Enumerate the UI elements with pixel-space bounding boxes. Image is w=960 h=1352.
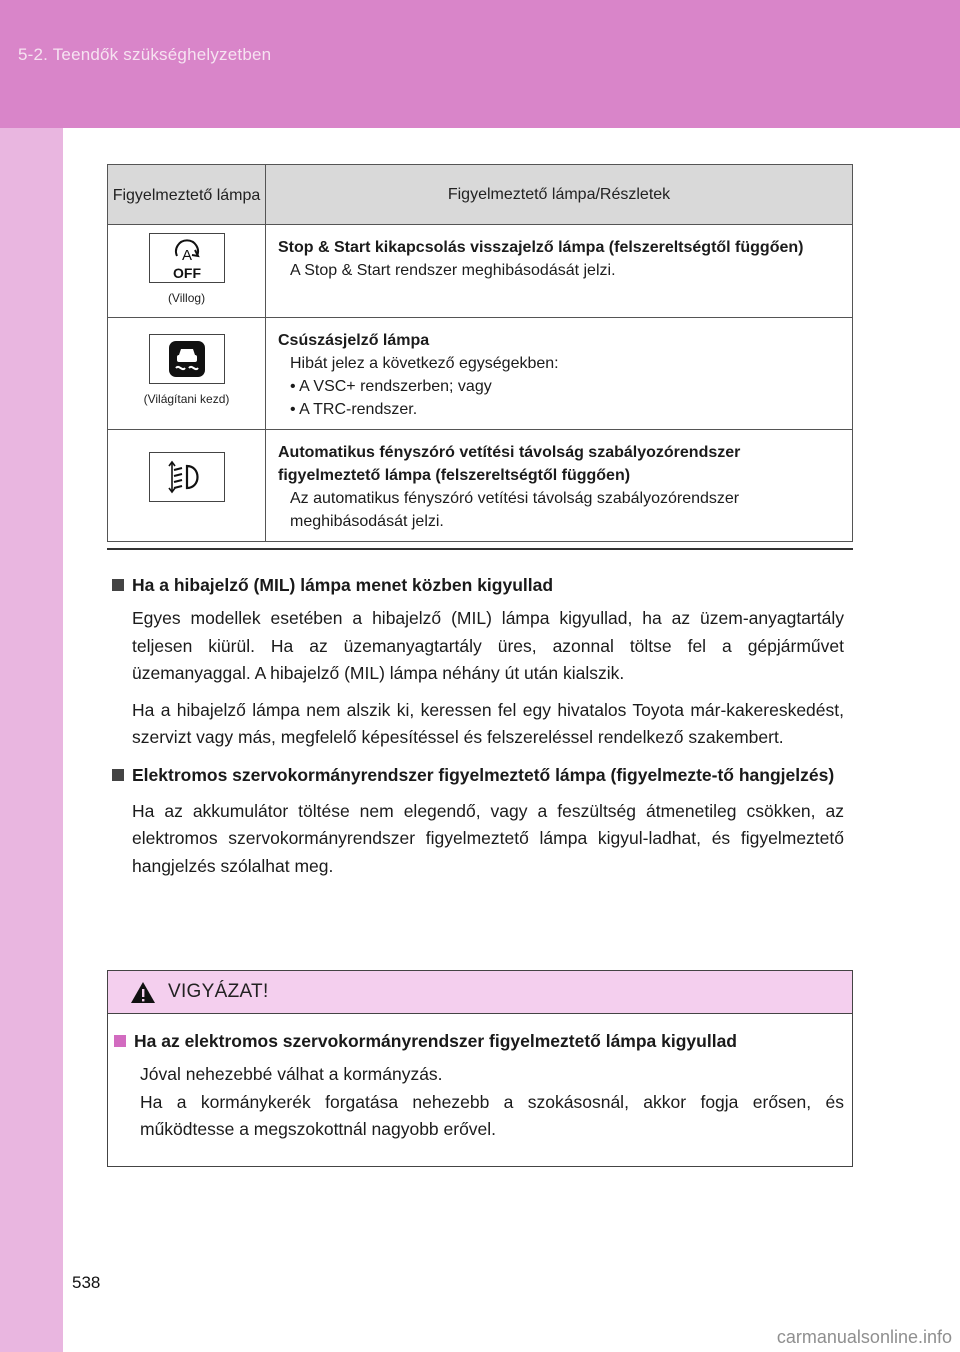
caution-header [108, 971, 852, 1014]
icon-caption: (Villog) [167, 291, 206, 305]
warning-lamp-table [107, 164, 853, 542]
lamp-title: Automatikus fényszóró vetítési távolság szabályozórendszer figyelmeztető lámpa (felszereltségtől függően) [278, 444, 741, 484]
square-bullet-icon [112, 579, 124, 591]
lamp-cell [108, 430, 266, 542]
paragraph: Ha az akkumulátor töltése nem elegendő, vagy a feszültség átmenetileg csökken, az elektromos szervokormányrendszer figyelmeztető lámpa kigyul-ladhat, és figyelmeztető hangjelzés szólalhat meg. [132, 800, 844, 876]
slip-indicator-icon [149, 334, 225, 384]
page-number: 538 [72, 1273, 101, 1292]
warning-triangle-icon [130, 981, 156, 1004]
caution-box [107, 970, 853, 1167]
square-bullet-icon [112, 769, 124, 781]
sidebar-band [0, 128, 63, 1352]
caution-title: VIGYÁZAT! [168, 981, 269, 1002]
list-item: • A TRC-rendszer. [290, 401, 418, 418]
column-header-lamp: Figyelmeztető lámpa [108, 165, 266, 225]
table-row [108, 430, 853, 542]
svg-text:A: A [181, 247, 192, 264]
icon-caption: (Világítani kezd) [143, 392, 230, 406]
description-cell [266, 430, 853, 542]
table-header-row [108, 165, 853, 225]
column-header-details: Figyelmeztető lámpa/Részletek [266, 165, 853, 225]
headlight-leveling-icon [149, 452, 225, 502]
lamp-description: Az automatikus fényszóró vetítési távolság szabályozórendszer meghibásodását jelzi. [290, 490, 740, 530]
watermark-text: carmanualsonline.info [776, 1327, 952, 1347]
section-divider [107, 548, 853, 550]
lamp-title: Csúszásjelző lámpa [278, 332, 430, 349]
auto-stop-start-off-icon [149, 233, 225, 283]
lamp-title: Stop & Start kikapcsolás visszajelző lámpa (felszereltségtől függően) [278, 239, 804, 256]
lamp-cell [108, 318, 266, 430]
lamp-description: Hibát jelez a következő egységekben: [290, 355, 559, 372]
paragraph: Egyes modellek esetében a hibajelző (MIL) lámpa kigyullad, ha az üzem-anyagtartály teljesen kiürül. Ha az üzemanyagtartály üres, azonnal töltse fel a gépjárművet üzemanyaggal. A hibajelző (MIL) lámpa néhány út után kialszik. [132, 608, 844, 683]
list-item: • A VSC+ rendszerben; vagy [290, 378, 492, 395]
description-cell [266, 225, 853, 318]
table-row [108, 318, 853, 430]
caution-line: Jóval nehezebbé válhat a kormányzás. [140, 1064, 443, 1084]
lamp-description: A Stop & Start rendszer meghibásodását jelzi. [290, 262, 616, 279]
heading-text: Ha a hibajelző (MIL) lámpa menet közben kigyullad [132, 575, 554, 595]
paragraph: Ha a hibajelző lámpa nem alszik ki, keressen fel egy hivatalos Toyota már-kakereskedést, szervizt vagy más, megfelelő képesítéssel és felszereléssel rendelkező szakembert. [132, 699, 844, 747]
lamp-cell [108, 225, 266, 318]
section-title: 5-2. Teendők szükséghelyzetben [18, 45, 272, 64]
section-heading [112, 762, 844, 789]
square-bullet-icon [114, 1035, 126, 1047]
section-heading [112, 572, 844, 599]
svg-text:OFF: OFF [172, 265, 201, 280]
heading-text: Ha az elektromos szervokormányrendszer figyelmeztető lámpa kigyullad [134, 1031, 737, 1051]
caution-body [108, 1014, 852, 1144]
heading-text: Elektromos szervokormányrendszer figyelmeztető lámpa (figyelmezte-tő hangjelzés) [132, 764, 835, 785]
table-row [108, 225, 853, 318]
main-content [112, 572, 844, 880]
description-cell [266, 318, 853, 430]
header-bar [0, 0, 960, 128]
caution-line: Ha a kormánykerék forgatása nehezebb a szokásosnál, akkor fogja erősen, és működtesse a megszokottnál nagyobb erővel. [140, 1091, 844, 1139]
caution-heading [114, 1028, 844, 1055]
